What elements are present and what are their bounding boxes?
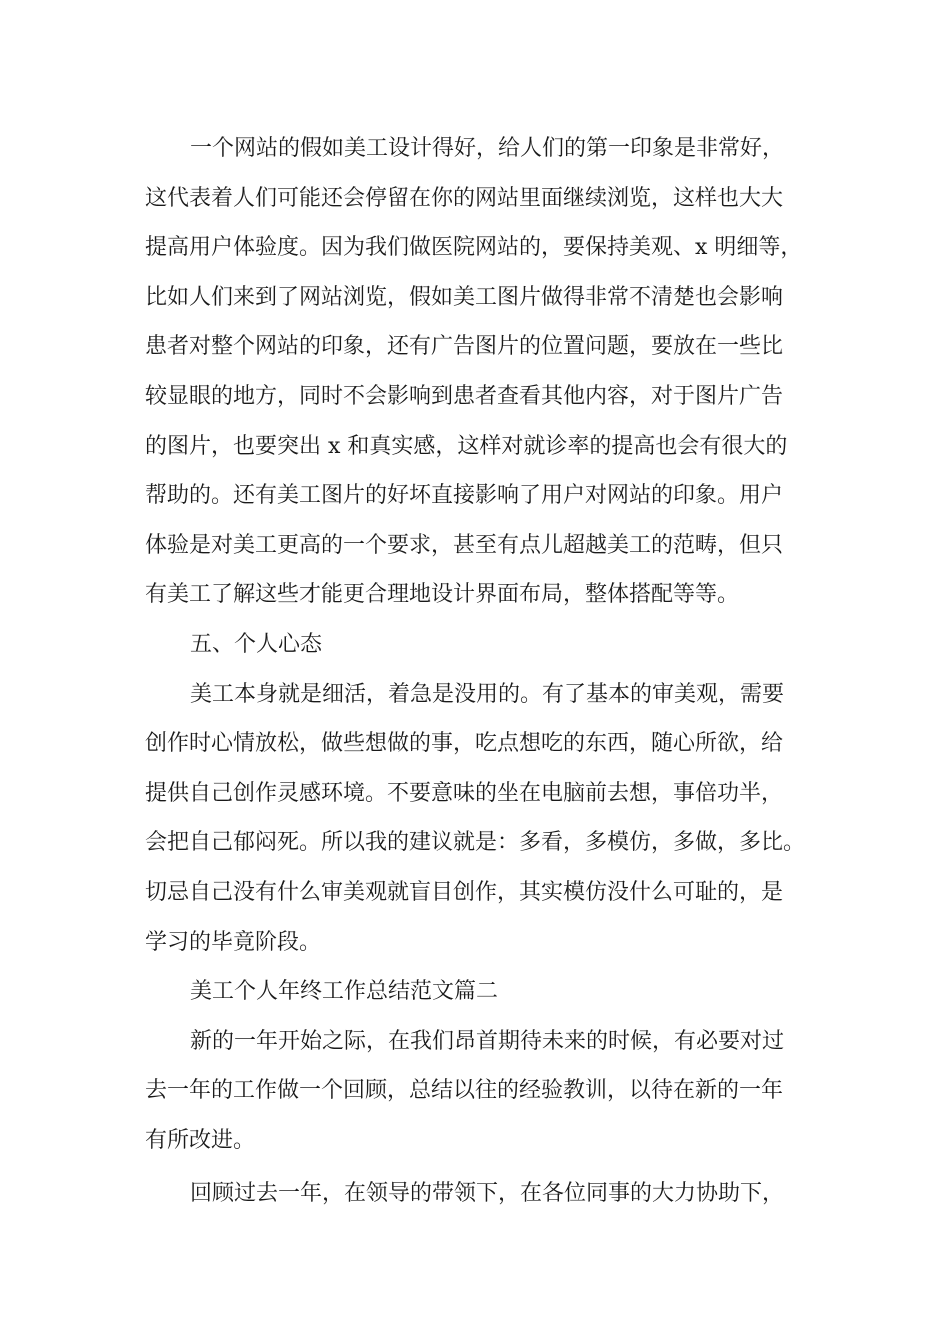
text-line: 这代表着人们可能还会停留在你的网站里面继续浏览，这样也大大 bbox=[145, 185, 784, 211]
section-heading-text: 五、个人心态 bbox=[190, 631, 323, 657]
text-line: 帮助的。还有美工图片的好坏直接影响了用户对网站的印象。用户 bbox=[145, 483, 784, 509]
article-title bbox=[145, 967, 825, 1017]
text-line: 学习的毕竟阶段。 bbox=[145, 929, 322, 955]
text-line: 美工本身就是细活，着急是没用的。有了基本的审美观，需要 bbox=[190, 681, 785, 707]
text-line: 有所改进。 bbox=[145, 1127, 256, 1153]
text-line: 切忌自己没有什么审美观就盲目创作，其实模仿没什么可耻的，是 bbox=[145, 879, 784, 905]
text-line: 提供自己创作灵感环境。不要意味的坐在电脑前去想，事倍功半， bbox=[145, 780, 784, 806]
text-line: 一个网站的假如美工设计得好，给人们的第一印象是非常好， bbox=[190, 136, 785, 161]
text-line: 的图片，也要突出 x 和真实感，这样对就诊率的提高也会有很大的 bbox=[145, 433, 788, 459]
text-line: 有美工了解这些才能更合理地设计界面布局，整体搭配等等。 bbox=[145, 582, 740, 608]
text-line: 会把自己郁闷死。所以我的建议就是：多看，多模仿，多做，多比。 bbox=[145, 830, 806, 856]
paragraph-web-design bbox=[145, 124, 825, 620]
text-line: 比如人们来到了网站浏览，假如美工图片做得非常不清楚也会影响 bbox=[145, 284, 784, 310]
article-title-text: 美工个人年终工作总结范文篇二 bbox=[190, 979, 499, 1005]
text-line: 回顾过去一年，在领导的带领下，在各位同事的大力协助下， bbox=[190, 1181, 785, 1207]
document-body bbox=[145, 124, 825, 1219]
text-line: 去一年的工作做一个回顾，总结以往的经验教训，以待在新的一年 bbox=[145, 1078, 784, 1104]
paragraph-mindset bbox=[145, 670, 825, 968]
text-line: 创作时心情放松，做些想做的事，吃点想吃的东西，随心所欲，给 bbox=[145, 731, 784, 757]
paragraph-new-year bbox=[145, 1017, 825, 1166]
text-line: 较显眼的地方，同时不会影响到患者查看其他内容，对于图片广告 bbox=[145, 383, 784, 409]
paragraph-review bbox=[145, 1169, 825, 1219]
text-line: 提高用户体验度。因为我们做医院网站的，要保持美观、x 明细等， bbox=[145, 235, 803, 261]
section-heading bbox=[145, 620, 825, 670]
text-line: 新的一年开始之际，在我们昂首期待未来的时候，有必要对过 bbox=[190, 1028, 785, 1054]
text-line: 体验是对美工更高的一个要求，甚至有点儿超越美工的范畴，但只 bbox=[145, 532, 784, 558]
text-line: 患者对整个网站的印象，还有广告图片的位置问题，要放在一些比 bbox=[145, 334, 784, 360]
